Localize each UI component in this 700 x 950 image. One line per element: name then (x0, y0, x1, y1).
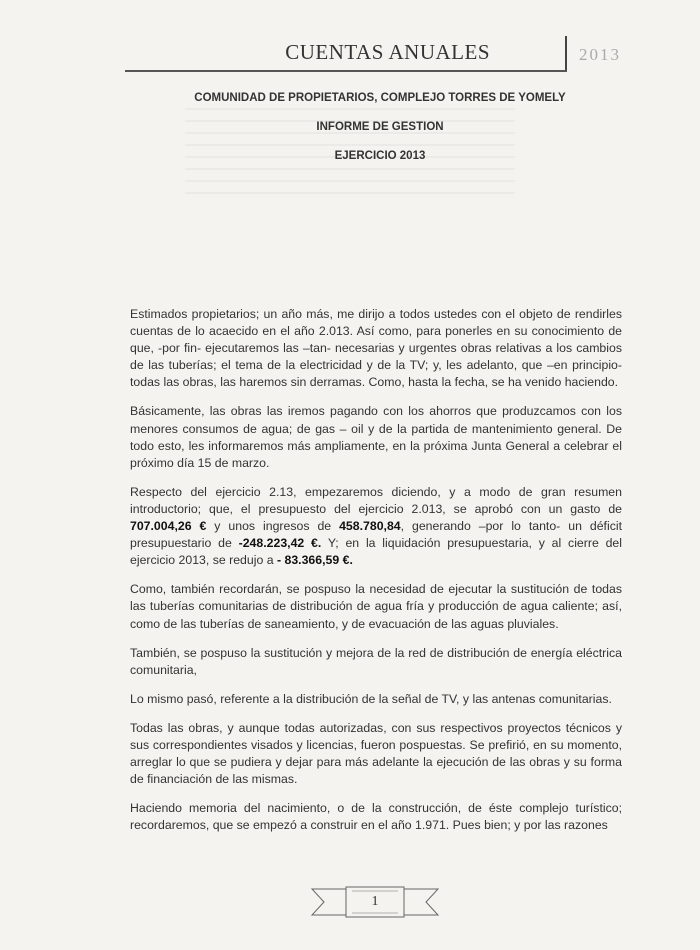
header-title: CUENTAS ANUALES (285, 40, 490, 64)
title-fiscal-year: EJERCICIO 2013 (334, 150, 426, 162)
header-rule (125, 70, 567, 72)
paragraph-funding: Básicamente, las obras las iremos pagando con los ahorros que produzcamos con los menores consumos de agua; de gas – oil y de la partida de mantenimiento general. De todo esto, les informaremos más ampliamente, en la próxima Junta General a celebrar el próximo día 15 de marzo. (130, 404, 622, 470)
header-divider (565, 36, 567, 72)
budget-text-a: Respecto del ejercicio 2.13, empezaremos diciendo, y a modo de gran resumen introductorio; que, el presupuesto del ejercicio 2.013, se aprobó con un gasto de (130, 484, 622, 516)
paragraph-works: Todas las obras, y aunque todas autorizadas, con sus respectivos proyectos técnicos y sus correspondientes visados y licencias, fueron pospuestas. Se prefirió, en su momento, arreglar lo que se pudiera y dejar para más adelante la ejecución de las obras y su forma de financiación de las mismas. (130, 720, 622, 787)
budget-expense: 707.004,26 € (130, 519, 207, 534)
page-header (125, 36, 625, 76)
document-titles (130, 92, 630, 179)
page-number: 1 (371, 894, 379, 909)
budget-final-deficit: - 83.366,59 €. (276, 553, 353, 568)
budget-text-g: Y; en la liquidación presupuestaria, y al cierre del ejercicio 2013, se redujo a (130, 536, 622, 568)
budget-income: 458.780,84 (339, 519, 401, 534)
paragraph-history: Haciendo memoria del nacimiento, o de la construcción, de éste complejo turístico; recordaremos, que se empezó a construir en el año 1.971. Pues bien; y por las razones (130, 801, 622, 833)
paragraph-budget (130, 484, 622, 569)
title-community: COMUNIDAD DE PROPIETARIOS, COMPLEJO TORRES DE YOMELY (194, 92, 566, 104)
header-year: 2013 (579, 45, 621, 64)
budget-deficit: -248.223,42 €. (238, 536, 322, 551)
budget-text-c: y unos ingresos de (206, 519, 340, 534)
paragraph-intro: Estimados propietarios; un año más, me dirijo a todos ustedes con el objeto de rendirles cuentas de lo acaecido en el año 2.013. Así como, para ponerles en su conocimiento de que, -por fin- ejecutaremos las –tan- necesarias y urgentes obras relativas a los cambios de las tuberías; el tema de la electricidad y de la TV; y, les adelanto, que –en principio- todas las obras, las haremos sin derramas. Como, hasta la fecha, se ha venido haciendo. (130, 307, 622, 390)
page-footer (310, 885, 440, 919)
title-report: INFORME DE GESTION (316, 121, 444, 133)
paragraph-tv: Lo mismo pasó, referente a la distribución de la señal de TV, y las antenas comunitarias. (130, 691, 612, 706)
paragraph-electric: También, se pospuso la sustitución y mejora de la red de distribución de energía eléctrica comunitaria, (130, 645, 622, 677)
report-body (130, 306, 622, 846)
paragraph-pipes: Como, también recordarán, se pospuso la necesidad de ejecutar la sustitución de todas las tuberías comunitarias de distribución de agua fría y producción de agua caliente; así, como de las tuberías de saneamiento, y de evacuación de las aguas pluviales. (130, 582, 622, 631)
budget-text-e: , generando –por lo tanto- un déficit presupuestario de (130, 519, 622, 551)
